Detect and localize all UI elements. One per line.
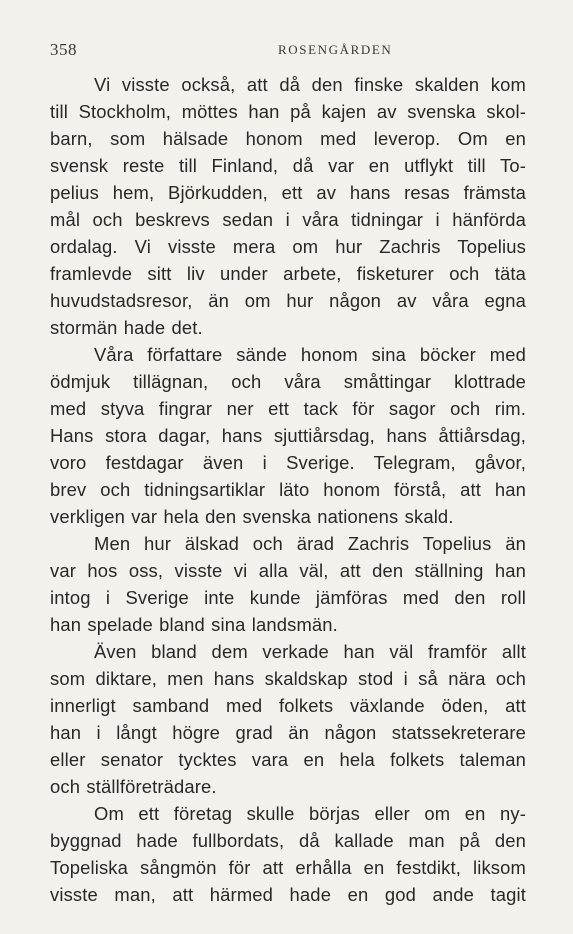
text-line: Vi visste också, att då den finske skalden kom — [94, 74, 526, 95]
text-line: huvudstadsresor, än om hur någon av våra egna — [50, 290, 526, 311]
text-line: ordalag. Vi visste mera om hur Zachris Topelius — [50, 236, 526, 257]
text-line: med styva fingrar ner ett tack för sagor och rim. — [50, 398, 526, 419]
text-line: Topeliska sångmön för att erhålla en festdikt, liksom — [50, 857, 526, 878]
page-number: 358 — [50, 40, 77, 59]
text-line: svensk reste till Finland, då var en utflykt till To- — [50, 155, 526, 176]
text-line: han i långt högre grad än någon statssekreterare — [50, 722, 526, 743]
text-line: framlevde sitt liv under arbete, fisketurer och täta — [50, 263, 526, 284]
body-text — [50, 71, 526, 908]
text-line: ödmjuk tillägnan, och våra småttingar klottrade — [50, 371, 526, 392]
text-line: byggnad hade fullbordats, då kallade man på den — [50, 830, 526, 851]
text-line: pelius hem, Björkudden, ett av hans resas främsta — [50, 182, 526, 203]
running-head: ROSENGÅRDEN — [278, 42, 393, 57]
text-line: innerligt samband med folkets växlande öden, att — [50, 695, 526, 716]
text-line: stormän hade det. — [50, 317, 203, 338]
text-line: Även bland dem verkade han väl framför allt — [94, 641, 526, 662]
text-line: mål och beskrevs sedan i våra tidningar i hänförda — [50, 209, 526, 230]
text-line: intog i Sverige inte kunde jämföras med den roll — [50, 587, 526, 608]
text-line: han spelade bland sina landsmän. — [50, 614, 338, 635]
text-line: Våra författare sände honom sina böcker med — [94, 344, 526, 365]
text-line: som diktare, men hans skaldskap stod i så nära och — [50, 668, 526, 689]
text-line: var hos oss, visste vi alla väl, att den ställning han — [50, 560, 526, 581]
text-line: och ställföreträdare. — [50, 776, 217, 797]
text-line: visste man, att härmed hade en god ande tagit — [50, 884, 526, 905]
text-line: voro festdagar även i Sverige. Telegram, gåvor, — [50, 452, 526, 473]
text-line: Hans stora dagar, hans sjuttiårsdag, hans åttiårsdag, — [50, 425, 526, 446]
page-header — [50, 40, 530, 60]
text-line: eller senator tycktes vara en hela folkets taleman — [50, 749, 526, 770]
text-line: brev och tidningsartiklar läto honom förstå, att han — [50, 479, 526, 500]
text-line: till Stockholm, möttes han på kajen av svenska skol- — [50, 101, 526, 122]
text-line: verkligen var hela den svenska nationens skald. — [50, 506, 454, 527]
text-line: Om ett företag skulle börjas eller om en ny- — [94, 803, 526, 824]
text-line: Men hur älskad och ärad Zachris Topelius än — [94, 533, 526, 554]
text-line: barn, som hälsade honom med leverop. Om en — [50, 128, 526, 149]
